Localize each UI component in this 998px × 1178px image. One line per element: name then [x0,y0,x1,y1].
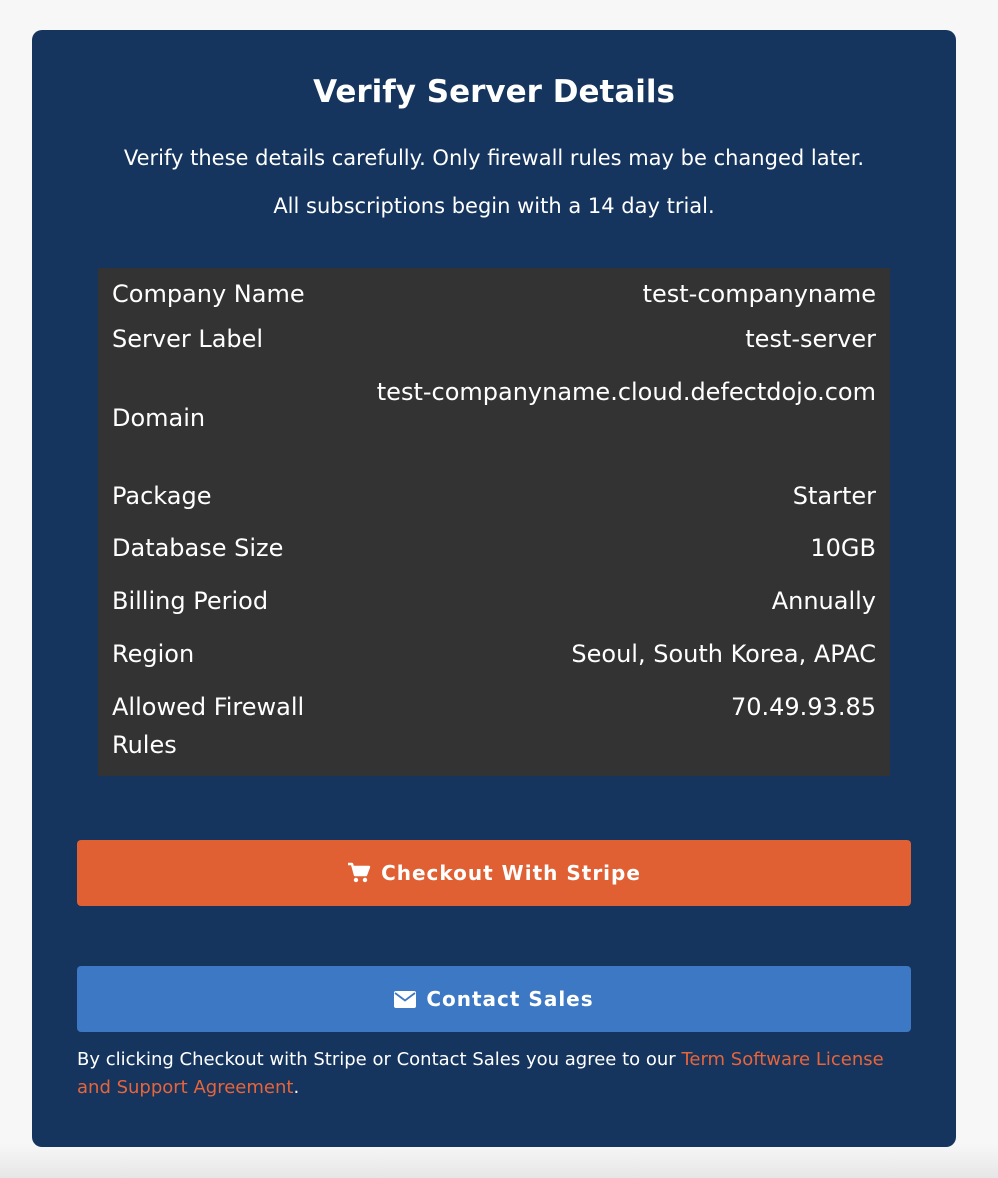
details-row-company-name [98,268,890,320]
details-row-region [98,635,890,688]
details-row-database-size [98,529,890,582]
card-subtitle-warning: Verify these details carefully. Only firewall rules may be changed later. [123,146,865,170]
details-row-firewall-rules [98,688,890,776]
verify-server-card [32,30,956,1147]
contact-button-label: Contact Sales [426,987,594,1011]
details-value: test-companyname.cloud.defectdojo.com [376,378,876,406]
legal-text: By clicking Checkout with Stripe or Contact Sales you agree to our [77,1049,682,1070]
details-label: Allowed Firewall Rules [112,693,305,759]
details-label: Region [112,640,195,668]
card-subtitle-trial: All subscriptions begin with a 14 day trial. [273,194,715,218]
envelope-icon [394,991,416,1008]
shopping-cart-icon [347,862,371,884]
legal-suffix: . [293,1077,300,1098]
details-label: Package [112,482,212,510]
details-label: Server Label [112,325,264,353]
details-value: 10GB [810,534,876,562]
details-value: Seoul, South Korea, APAC [571,640,876,668]
page-footer-shade [0,1144,998,1178]
server-details-table [98,268,890,776]
details-label: Database Size [112,534,284,562]
legal-agreement-notice [77,1046,911,1102]
details-value: Annually [771,587,876,615]
details-label: Domain [112,404,206,432]
license-agreement-link[interactable]: Term Software License and Support Agreement [77,1049,884,1098]
contact-sales-button[interactable] [77,966,911,1032]
details-row-billing-period [98,582,890,635]
details-value: test-server [745,325,876,353]
checkout-button-label: Checkout With Stripe [381,861,641,885]
details-label: Company Name [112,280,305,308]
details-value: test-companyname [642,280,876,308]
card-title: Verify Server Details [313,74,675,110]
details-label: Billing Period [112,587,269,615]
details-value: Starter [792,482,876,510]
details-row-server-label [98,320,890,373]
checkout-with-stripe-button[interactable] [77,840,911,906]
details-row-package [98,477,890,529]
details-value: 70.49.93.85 [730,693,876,721]
details-row-domain [98,373,890,477]
